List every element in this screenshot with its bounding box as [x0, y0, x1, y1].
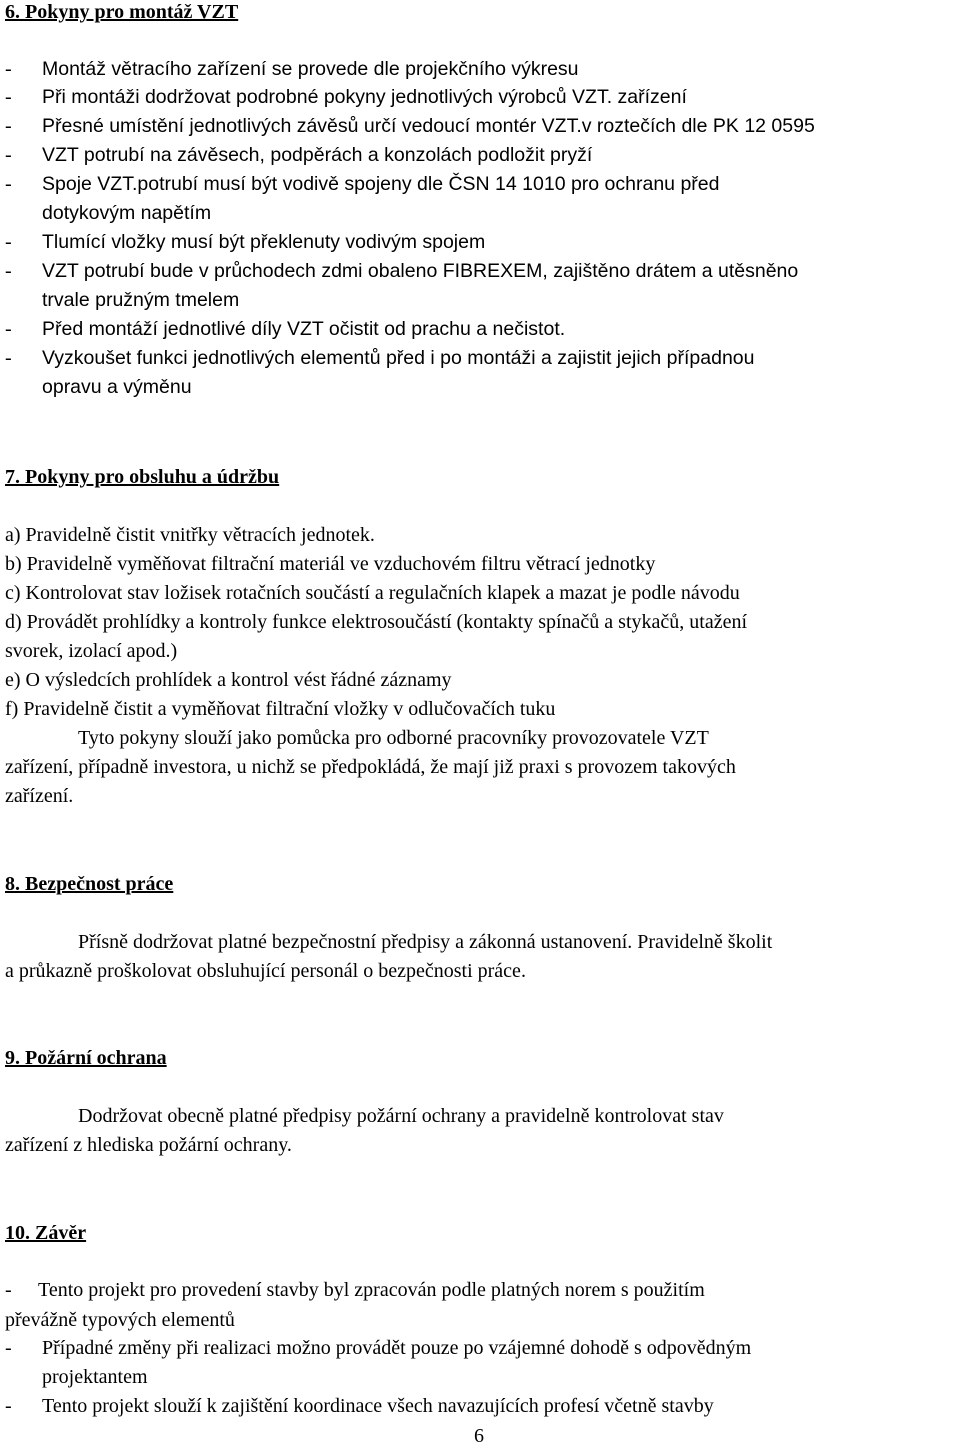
bullet-dash: - — [5, 1337, 12, 1359]
s7-item-d: d) Provádět prohlídky a kontroly funkce elektrosoučástí (kontakty spínačů a stykačů, utažení — [5, 611, 748, 633]
s6-item-9-cont: opravu a výměnu — [42, 376, 192, 398]
bullet-dash: - — [5, 115, 12, 137]
s6-item-3: Přesné umístění jednotlivých závěsů určí vedoucí montér VZT.v roztečích dle PK 12 0595 — [42, 115, 815, 137]
s6-item-5: Spoje VZT.potrubí musí být vodivě spojeny dle ČSN 14 1010 pro ochranu před — [42, 173, 720, 195]
bullet-dash: - — [5, 173, 12, 195]
bullet-dash: - — [5, 1279, 12, 1301]
s8-paragraph-line-1: Přísně dodržovat platné bezpečnostní předpisy a zákonná ustanovení. Pravidelně školit — [78, 931, 773, 953]
bullet-dash: - — [5, 58, 12, 80]
s6-item-8: Před montáží jednotlivé díly VZT očistit od prachu a nečistot. — [42, 318, 566, 340]
s10-item-1: Tento projekt pro provedení stavby byl zpracován podle platných norem s použitím — [38, 1279, 705, 1301]
bullet-dash: - — [5, 144, 12, 166]
s9-paragraph-line-1: Dodržovat obecně platné předpisy požární ochrany a pravidelně kontrolovat stav — [78, 1105, 724, 1127]
s7-item-e: e) O výsledcích prohlídek a kontrol vést řádné záznamy — [5, 669, 452, 691]
s10-item-1-cont: převážně typových elementů — [5, 1309, 235, 1331]
s7-item-f: f) Pravidelně čistit a vyměňovat filtrační vložky v odlučovačích tuku — [5, 698, 556, 720]
bullet-dash: - — [5, 318, 12, 340]
s6-item-4: VZT potrubí na závěsech, podpěrách a konzolách podložit pryží — [42, 144, 593, 166]
s6-item-7: VZT potrubí bude v průchodech zdmi obaleno FIBREXEM, zajištěno drátem a utěsněno — [42, 260, 799, 282]
bullet-dash: - — [5, 1395, 12, 1417]
page-number: 6 — [474, 1425, 484, 1447]
s7-item-a: a) Pravidelně čistit vnitřky větracích jednotek. — [5, 524, 375, 546]
s6-item-5-cont: dotykovým napětím — [42, 202, 212, 224]
s7-paragraph-line-1: Tyto pokyny slouží jako pomůcka pro odborné pracovníky provozovatele VZT — [78, 727, 709, 749]
section-8-heading: 8. Bezpečnost práce — [5, 873, 174, 895]
s10-item-2-cont: projektantem — [42, 1366, 148, 1388]
s10-item-2: Případné změny při realizaci možno provádět pouze po vzájemné dohodě s odpovědným — [42, 1337, 752, 1359]
section-10-heading: 10. Závěr — [5, 1222, 87, 1244]
s6-item-1: Montáž větracího zařízení se provede dle projekčního výkresu — [42, 58, 579, 80]
s7-paragraph-line-3: zařízení. — [5, 785, 74, 807]
s6-item-9: Vyzkoušet funkci jednotlivých elementů před i po montáži a zajistit jejich případnou — [42, 347, 755, 369]
bullet-dash: - — [5, 231, 12, 253]
s6-item-2: Při montáži dodržovat podrobné pokyny jednotlivých výrobců VZT. zařízení — [42, 86, 687, 108]
bullet-dash: - — [5, 86, 12, 108]
s8-paragraph-line-2: a průkazně proškolovat obsluhující personál o bezpečnosti práce. — [5, 960, 526, 982]
bullet-dash: - — [5, 347, 12, 369]
s10-item-3: Tento projekt slouží k zajištění koordinace všech navazujících profesí včetně stavby — [42, 1395, 714, 1417]
s6-item-7-cont: trvale pružným tmelem — [42, 289, 240, 311]
s7-item-b: b) Pravidelně vyměňovat filtrační materiál ve vzduchovém filtru větrací jednotky — [5, 553, 656, 575]
s7-item-d-cont: svorek, izolací apod.) — [5, 640, 178, 662]
s6-item-6: Tlumící vložky musí být překlenuty vodivým spojem — [42, 231, 486, 253]
section-9-heading: 9. Požární ochrana — [5, 1047, 167, 1069]
section-7-heading: 7. Pokyny pro obsluhu a údržbu — [5, 466, 280, 488]
bullet-dash: - — [5, 260, 12, 282]
section-6-heading: 6. Pokyny pro montáž VZT — [5, 1, 239, 23]
s9-paragraph-line-2: zařízení z hlediska požární ochrany. — [5, 1134, 292, 1156]
s7-paragraph-line-2: zařízení, případně investora, u nichž se předpokládá, že mají již praxi s provozem takových — [5, 756, 736, 778]
s7-item-c: c) Kontrolovat stav ložisek rotačních součástí a regulačních klapek a mazat je podle návodu — [5, 582, 740, 604]
